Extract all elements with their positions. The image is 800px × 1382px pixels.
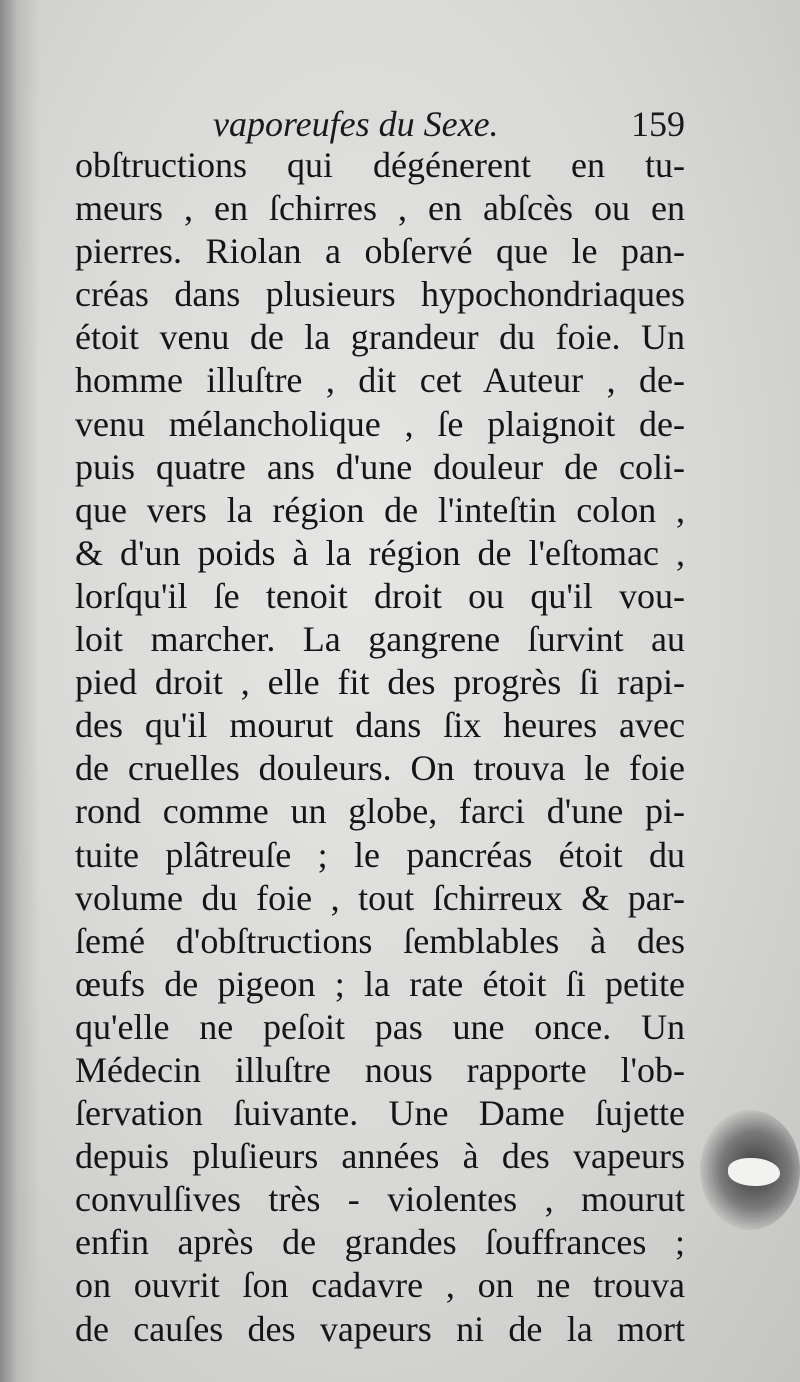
text-line: pierres. Riolan a obſervé que le pan- [75, 231, 685, 272]
text-line: étoit venu de la grandeur du foie. Un [75, 317, 685, 358]
text-line: homme illuſtre , dit cet Auteur , de- [75, 360, 685, 401]
text-line: de cauſes des vapeurs ni de la mort [75, 1308, 685, 1349]
text-line: ſervation ſuivante. Une Dame ſujette [75, 1093, 685, 1134]
text-line: & d'un poids à la région de l'eſtomac , [75, 532, 685, 573]
gutter-shadow [0, 0, 40, 1382]
text-line: créas dans plusieurs hypochondriaques [75, 274, 685, 315]
text-line: meurs , en ſchirres , en abſcès ou en [75, 188, 685, 229]
text-line: venu mélancholique , ſe plaignoit de- [75, 403, 685, 444]
text-line: œufs de pigeon ; la rate étoit ſi petite [75, 963, 685, 1004]
text-line: rond comme un globe, farci d'une pi- [75, 791, 685, 832]
text-line: depuis pluſieurs années à des vapeurs [75, 1136, 685, 1177]
text-line: ſemé d'obſtructions ſemblables à des [75, 920, 685, 961]
page-header [75, 100, 685, 148]
text-line: obſtructions qui dégénerent en tu- [75, 145, 685, 185]
text-line: de cruelles douleurs. On trouva le foie [75, 748, 685, 789]
text-line: des qu'il mourut dans ſix heures avec [75, 705, 685, 746]
text-line: pied droit , elle fit des progrès ſi rapi- [75, 662, 685, 703]
text-line: enfin après de grandes ſouffrances ; [75, 1222, 685, 1263]
text-line: Médecin illuſtre nous rapporte l'ob- [75, 1049, 685, 1090]
text-line: qu'elle ne peſoit pas une once. Un [75, 1006, 685, 1047]
text-line: volume du foie , tout ſchirreux & par- [75, 877, 685, 918]
page-number: 159 [631, 104, 685, 144]
text-line: convulſives très - violentes , mourut [75, 1179, 685, 1220]
running-title: vaporeufes du Sexe. [213, 104, 499, 144]
text-line: lorſqu'il ſe tenoit droit ou qu'il vou- [75, 575, 685, 616]
text-line: loit marcher. La gangrene ſurvint au [75, 619, 685, 660]
text-line: puis quatre ans d'une douleur de coli- [75, 446, 685, 487]
body-text [75, 144, 685, 1351]
text-line: que vers la région de l'inteſtin colon , [75, 489, 685, 530]
text-line: on ouvrit ſon cadavre , on ne trouva [75, 1265, 685, 1306]
paper-hole [728, 1158, 780, 1186]
text-line: tuite plâtreuſe ; le pancréas étoit du [75, 834, 685, 875]
